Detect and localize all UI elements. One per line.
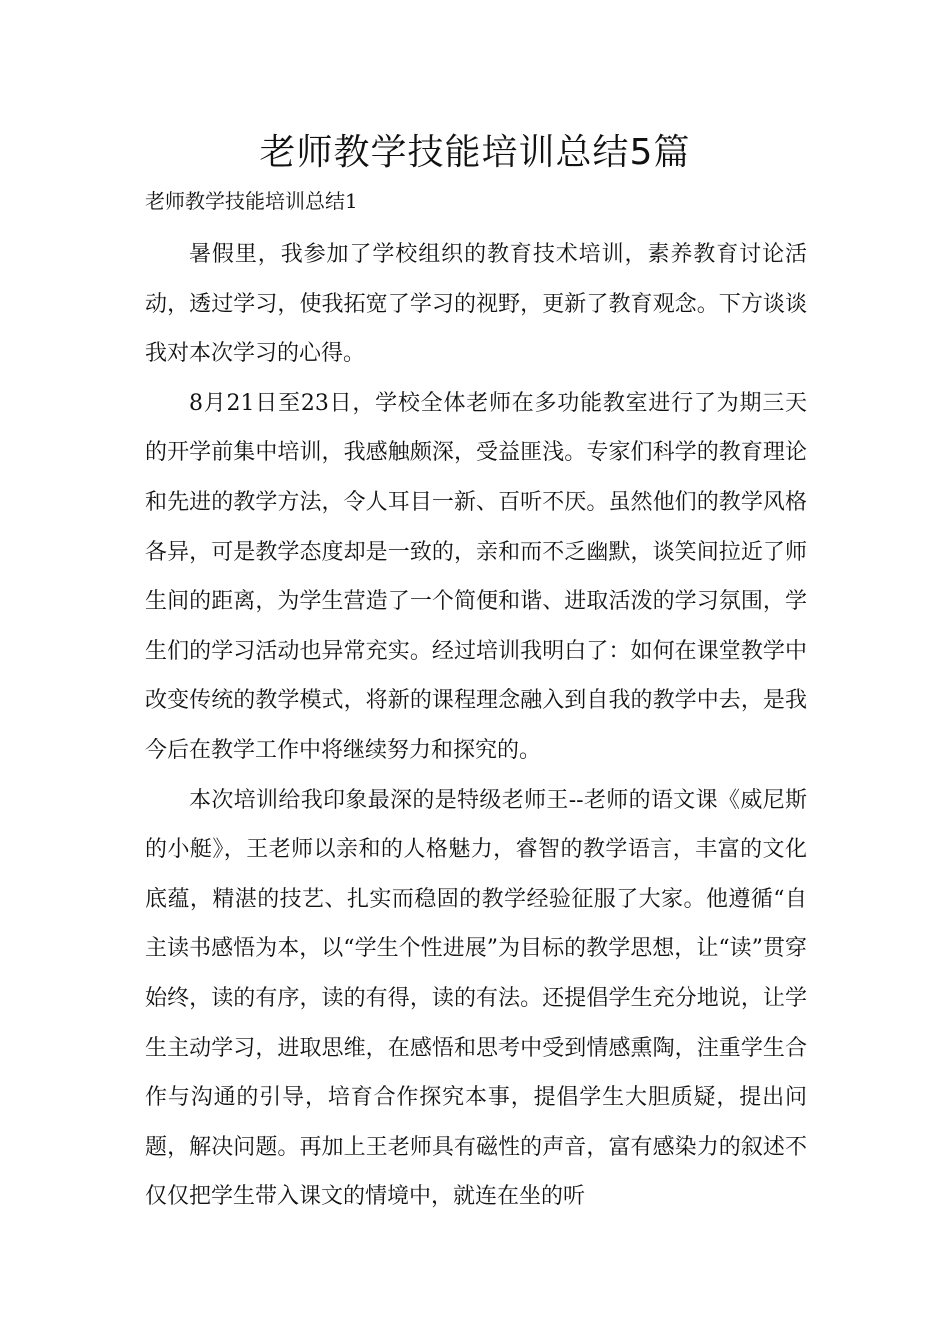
paragraph-3: 本次培训给我印象最深的是特级老师王--老师的语文课《威尼斯的小艇》，王老师以亲和的人格魅力，睿智的教学语言，丰富的文化底蕴，精湛的技艺、扎实而稳固的教学经验征服了大家。他遵循“自主读书感悟为本，以“学生个性进展”为目标的教学思想，让“读”贯穿始终，读的有序，读的有得，读的有法。还提倡学生充分地说，让学生主动学习，进取思维，在感悟和思考中受到情感熏陶，注重学生合作与沟通的引导，培育合作探究本事，提倡学生大胆质疑，提出问题，解决问题。再加上王老师具有磁性的声音，富有感染力的叙述不仅仅把学生带入课文的情境中，就连在坐的听 xyxy=(145,787,807,1210)
document-body xyxy=(145,230,807,1222)
section-heading: 老师教学技能培训总结1 xyxy=(145,189,358,213)
paragraph-2: 8月21日至23日，学校全体老师在多功能教室进行了为期三天的开学前集中培训，我感触颇深，受益匪浅。专家们科学的教育理论和先进的教学方法，令人耳目一新、百听不厌。虽然他们的教学风格各异，可是教学态度却是一致的，亲和而不乏幽默，谈笑间拉近了师生间的距离，为学生营造了一个简便和谐、进取活泼的学习氛围，学生们的学习活动也异常充实。经过培训我明白了：如何在课堂教学中改变传统的教学模式，将新的课程理念融入到自我的教学中去，是我今后在教学工作中将继续努力和探究的。 xyxy=(145,390,807,763)
document-title: 老师教学技能培训总结5篇 xyxy=(259,132,691,173)
paragraph-1: 暑假里，我参加了学校组织的教育技术培训，素养教育讨论活动，透过学习，使我拓宽了学习的视野，更新了教育观念。下方谈谈我对本次学习的心得。 xyxy=(145,242,807,367)
